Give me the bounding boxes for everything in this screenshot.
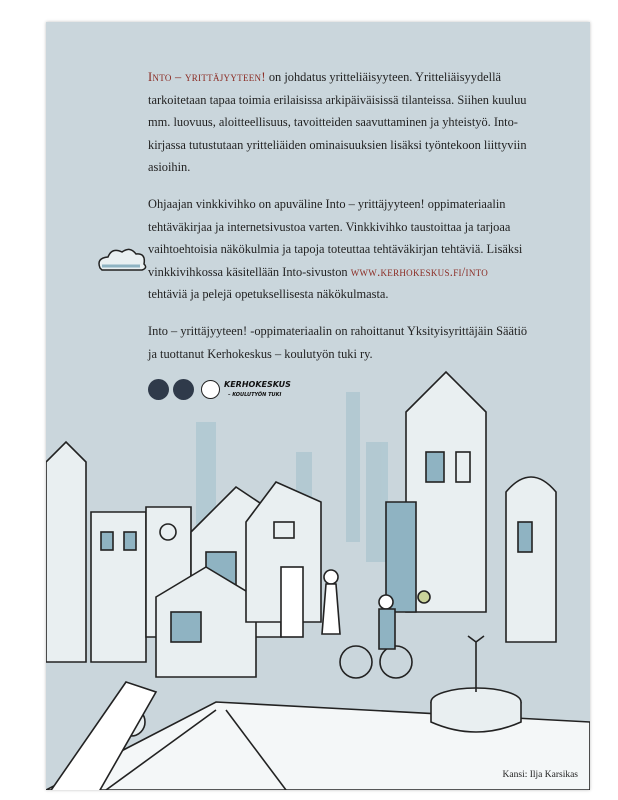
intro-paragraph (148, 66, 528, 179)
guide-text-end: tehtäviä ja pelejä opetuksellisesta näkökulmasta. (148, 287, 389, 302)
guide-paragraph (148, 193, 528, 306)
back-cover (46, 22, 590, 790)
logo-tagline: – KOULUTYÖN TUKI (228, 391, 282, 398)
logo-face-icon (201, 380, 220, 399)
brand-title: Into – yrittäjyyteen! (148, 70, 266, 84)
funding-paragraph: Into – yrittäjyyteen! -oppimateriaalin on rahoittanut Yksityisyrittäjäin Säätiö ja tuottanut Kerhokeskus – koulutyön tuki ry. (148, 323, 528, 361)
guide-text: Ohjaajan vinkkivihko on apuväline Into – yrittäjyyteen! oppimateriaalin tehtäväkirjaa ja internetsivustoa varten. Vinkkivihko taustoittaa ja tarjoaa vaihtoehtoisia näkökulmia ja tapoja toteuttaa tehtäväkirjan tehtäviä. Lisäksi vinkkivihkossa käsitellään Into-sivuston (148, 196, 523, 279)
logo-name: KERHOKESKUS (224, 379, 291, 389)
logo-dot (148, 379, 169, 400)
text-column (148, 66, 528, 400)
cover-credit: Kansi: Ilja Karsikas (502, 770, 578, 780)
logo-dot (173, 379, 194, 400)
publisher-logo (148, 379, 528, 400)
cloud-icon (94, 244, 154, 274)
website-link[interactable]: www.kerhokeskus.fi/into (350, 264, 489, 279)
intro-text: on johdatus yritteliäisyyteen. Yritteliäisyydellä tarkoitetaan tapaa toimia erilaisissa arkipäiväisissä tilanteissa. Siihen kuuluu mm. luovuus, aloitteellisuus, tavoitteiden saavuttaminen ja yhteistyö. Into-kirjassa tutustutaan yritteliäiden ominaisuuksien lisäksi työntekoon liittyviin asioihin. (148, 70, 527, 175)
city-illustration (46, 332, 590, 790)
